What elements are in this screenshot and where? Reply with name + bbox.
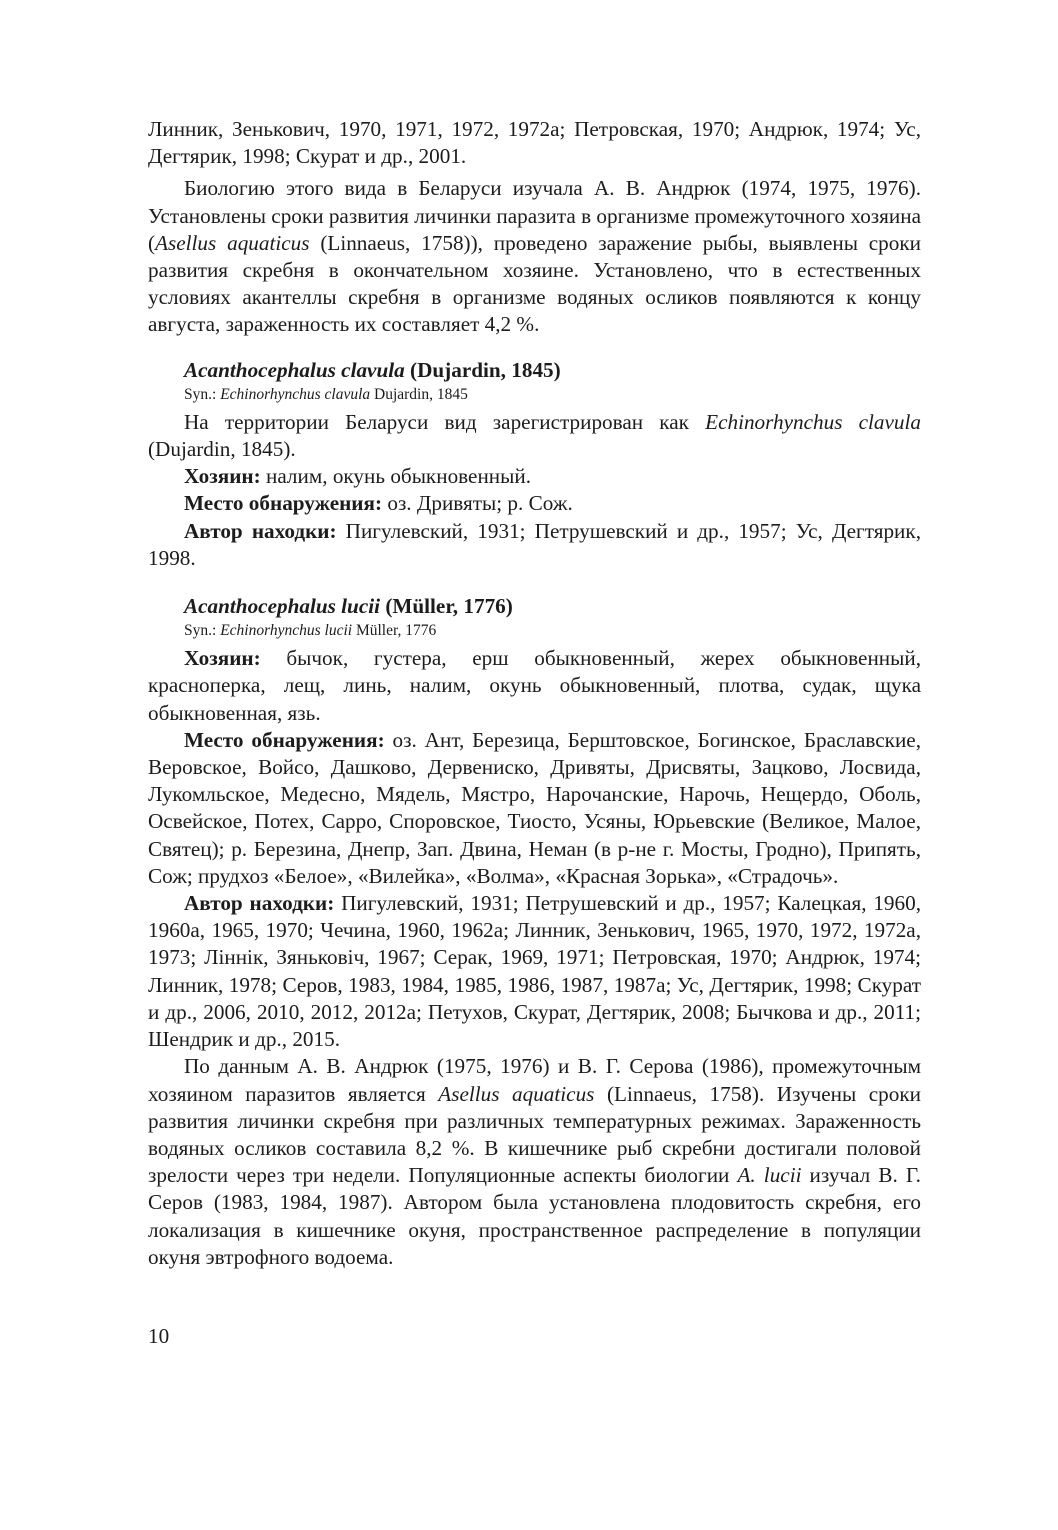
- syn-label: Syn.:: [184, 622, 221, 640]
- synonym-line: [148, 621, 921, 641]
- page-body: [148, 116, 921, 1271]
- species-italic: Asellus aquaticus: [438, 1081, 595, 1106]
- biology-paragraph: [148, 175, 921, 338]
- registration-paragraph: [148, 409, 921, 463]
- text: (Dujardin, 1845).: [148, 437, 296, 462]
- species-author: (Dujardin, 1845): [404, 357, 561, 382]
- references-continued: Линник, Зенькович, 1970, 1971, 1972, 1972а; Петровская, 1970; Андрюк, 1974; Ус, Дегтярик, 1998; Скурат и др., 2001.: [148, 117, 921, 169]
- biology-paragraph: [148, 1053, 921, 1271]
- author-text: Пигулевский, 1931; Петрушевский и др., 1957; Калецкая, 1960, 1960а, 1965, 1970; Чечина, 1960, 1962а; Линник, Зенькович, 1965, 1970, 1972, 1972а, 1973; Ліннік, Зяньковіч, 1967; Серак, 1969, 1971; Петровская, 1970; Андрюк, 1974; Линник, 1978; Серов, 1983, 1984, 1985, 1986, 1987, 1987а; Ус, Дегтярик, 1998; Скурат и др., 2006, 2010, 2012, 2012а; Петухов, Скурат, Дегтярик, 2008; Бычкова и др., 2011; Шендрик и др., 2015.: [148, 891, 921, 1052]
- host-text: бычок, густера, ерш обыкновенный, жерех обыкновенный, красноперка, лещ, линь, налим, окунь обыкновенный, плотва, судак, щука обыкновенная, язь.: [148, 646, 921, 725]
- text: По данным А. В. Андрюк (1975, 1976) и В. Г. Серова (1986), промежуточным хозяином паразитов является: [148, 1054, 921, 1106]
- text: На территории Беларуси вид зарегистрирован как: [184, 409, 706, 434]
- author-label: Автор находки:: [184, 518, 337, 543]
- species-italic: Asellus aquaticus: [155, 230, 310, 255]
- text: изучал В. Г. Серов (1983, 1984, 1987). Автором была установлена плодовитость скребня, его локализация в кишечнике окуня, пространственное распределение в популяции окуня эвтрофного водоема.: [148, 1163, 921, 1269]
- page-number: 10: [148, 1324, 170, 1348]
- author-label: Автор находки:: [184, 891, 335, 916]
- text: Биологию этого вида в Беларуси изучала А. В. Андрюк (1974, 1975, 1976). Установлены сроки развития личинки паразита в организме промежуточного хозяина (: [148, 176, 921, 255]
- species-italic: Echinorhynchus clavula: [705, 409, 921, 434]
- host-label: Хозяин:: [184, 646, 261, 671]
- host-text: налим, окунь обыкновенный.: [260, 464, 531, 489]
- location-paragraph: [148, 727, 921, 890]
- host-paragraph: [148, 463, 921, 490]
- text: (Linnaeus, 1758)), проведено заражение рыбы, выявлены сроки развития скребня в окончательном хозяине. Установлено, что в естественных условиях акантеллы скребня в организме водяных осликов появляются к концу августа, зараженность их составляет 4,2 %.: [148, 230, 921, 337]
- syn-label: Syn.:: [184, 385, 221, 403]
- species-italic: A. lucii: [737, 1163, 802, 1188]
- syn-name: Echinorhynchus clavula: [220, 385, 371, 403]
- syn-author: Müller, 1776: [352, 622, 437, 640]
- author-paragraph: [148, 518, 921, 572]
- synonym-line: [148, 385, 921, 405]
- species-heading-clavula: [148, 357, 921, 384]
- author-paragraph: [148, 890, 921, 1053]
- host-label: Хозяин:: [184, 464, 261, 489]
- species-name: Acanthocephalus lucii: [184, 594, 381, 619]
- location-label: Место обнаружения:: [184, 491, 383, 516]
- location-text: оз. Дривяты; р. Сож.: [382, 491, 573, 516]
- syn-author: Dujardin, 1845: [370, 385, 468, 403]
- text: (Linnaeus, 1758). Изучены сроки развития личинки скребня при различных температурных режимах. Зараженность водяных осликов составила 8,2 %. В кишечнике рыб скребни достигали половой зрелости через три недели. Популяционные аспекты биологии: [148, 1081, 921, 1188]
- species-heading-lucii: [148, 593, 921, 620]
- location-paragraph: [148, 490, 921, 517]
- author-text: Пигулевский, 1931; Петрушевский и др., 1957; Ус, Дегтярик, 1998.: [148, 518, 921, 570]
- species-author: (Müller, 1776): [380, 594, 513, 619]
- location-text: оз. Ант, Березица, Берштовское, Богинское, Браславские, Веровское, Войсо, Дашково, Дервениско, Дривяты, Дрисвяты, Зацково, Лосвида, Лукомльское, Медесно, Мядель, Мястро, Нарочанские, Нарочь, Нещердо, Оболь, Освейское, Потех, Сарро, Споровское, Тиосто, Усяны, Юрьевские (Великое, Малое, Святец); р. Березина, Днепр, Зап. Двина, Неман (в р-не г. Мосты, Гродно), Припять, Сож; прудхоз «Белое», «Вилейка», «Волма», «Красная Зорька», «Страдочь».: [148, 727, 921, 888]
- host-paragraph: [148, 645, 921, 727]
- location-label: Место обнаружения:: [184, 727, 385, 752]
- species-name: Acanthocephalus clavula: [184, 357, 405, 382]
- syn-name: Echinorhynchus lucii: [220, 622, 353, 640]
